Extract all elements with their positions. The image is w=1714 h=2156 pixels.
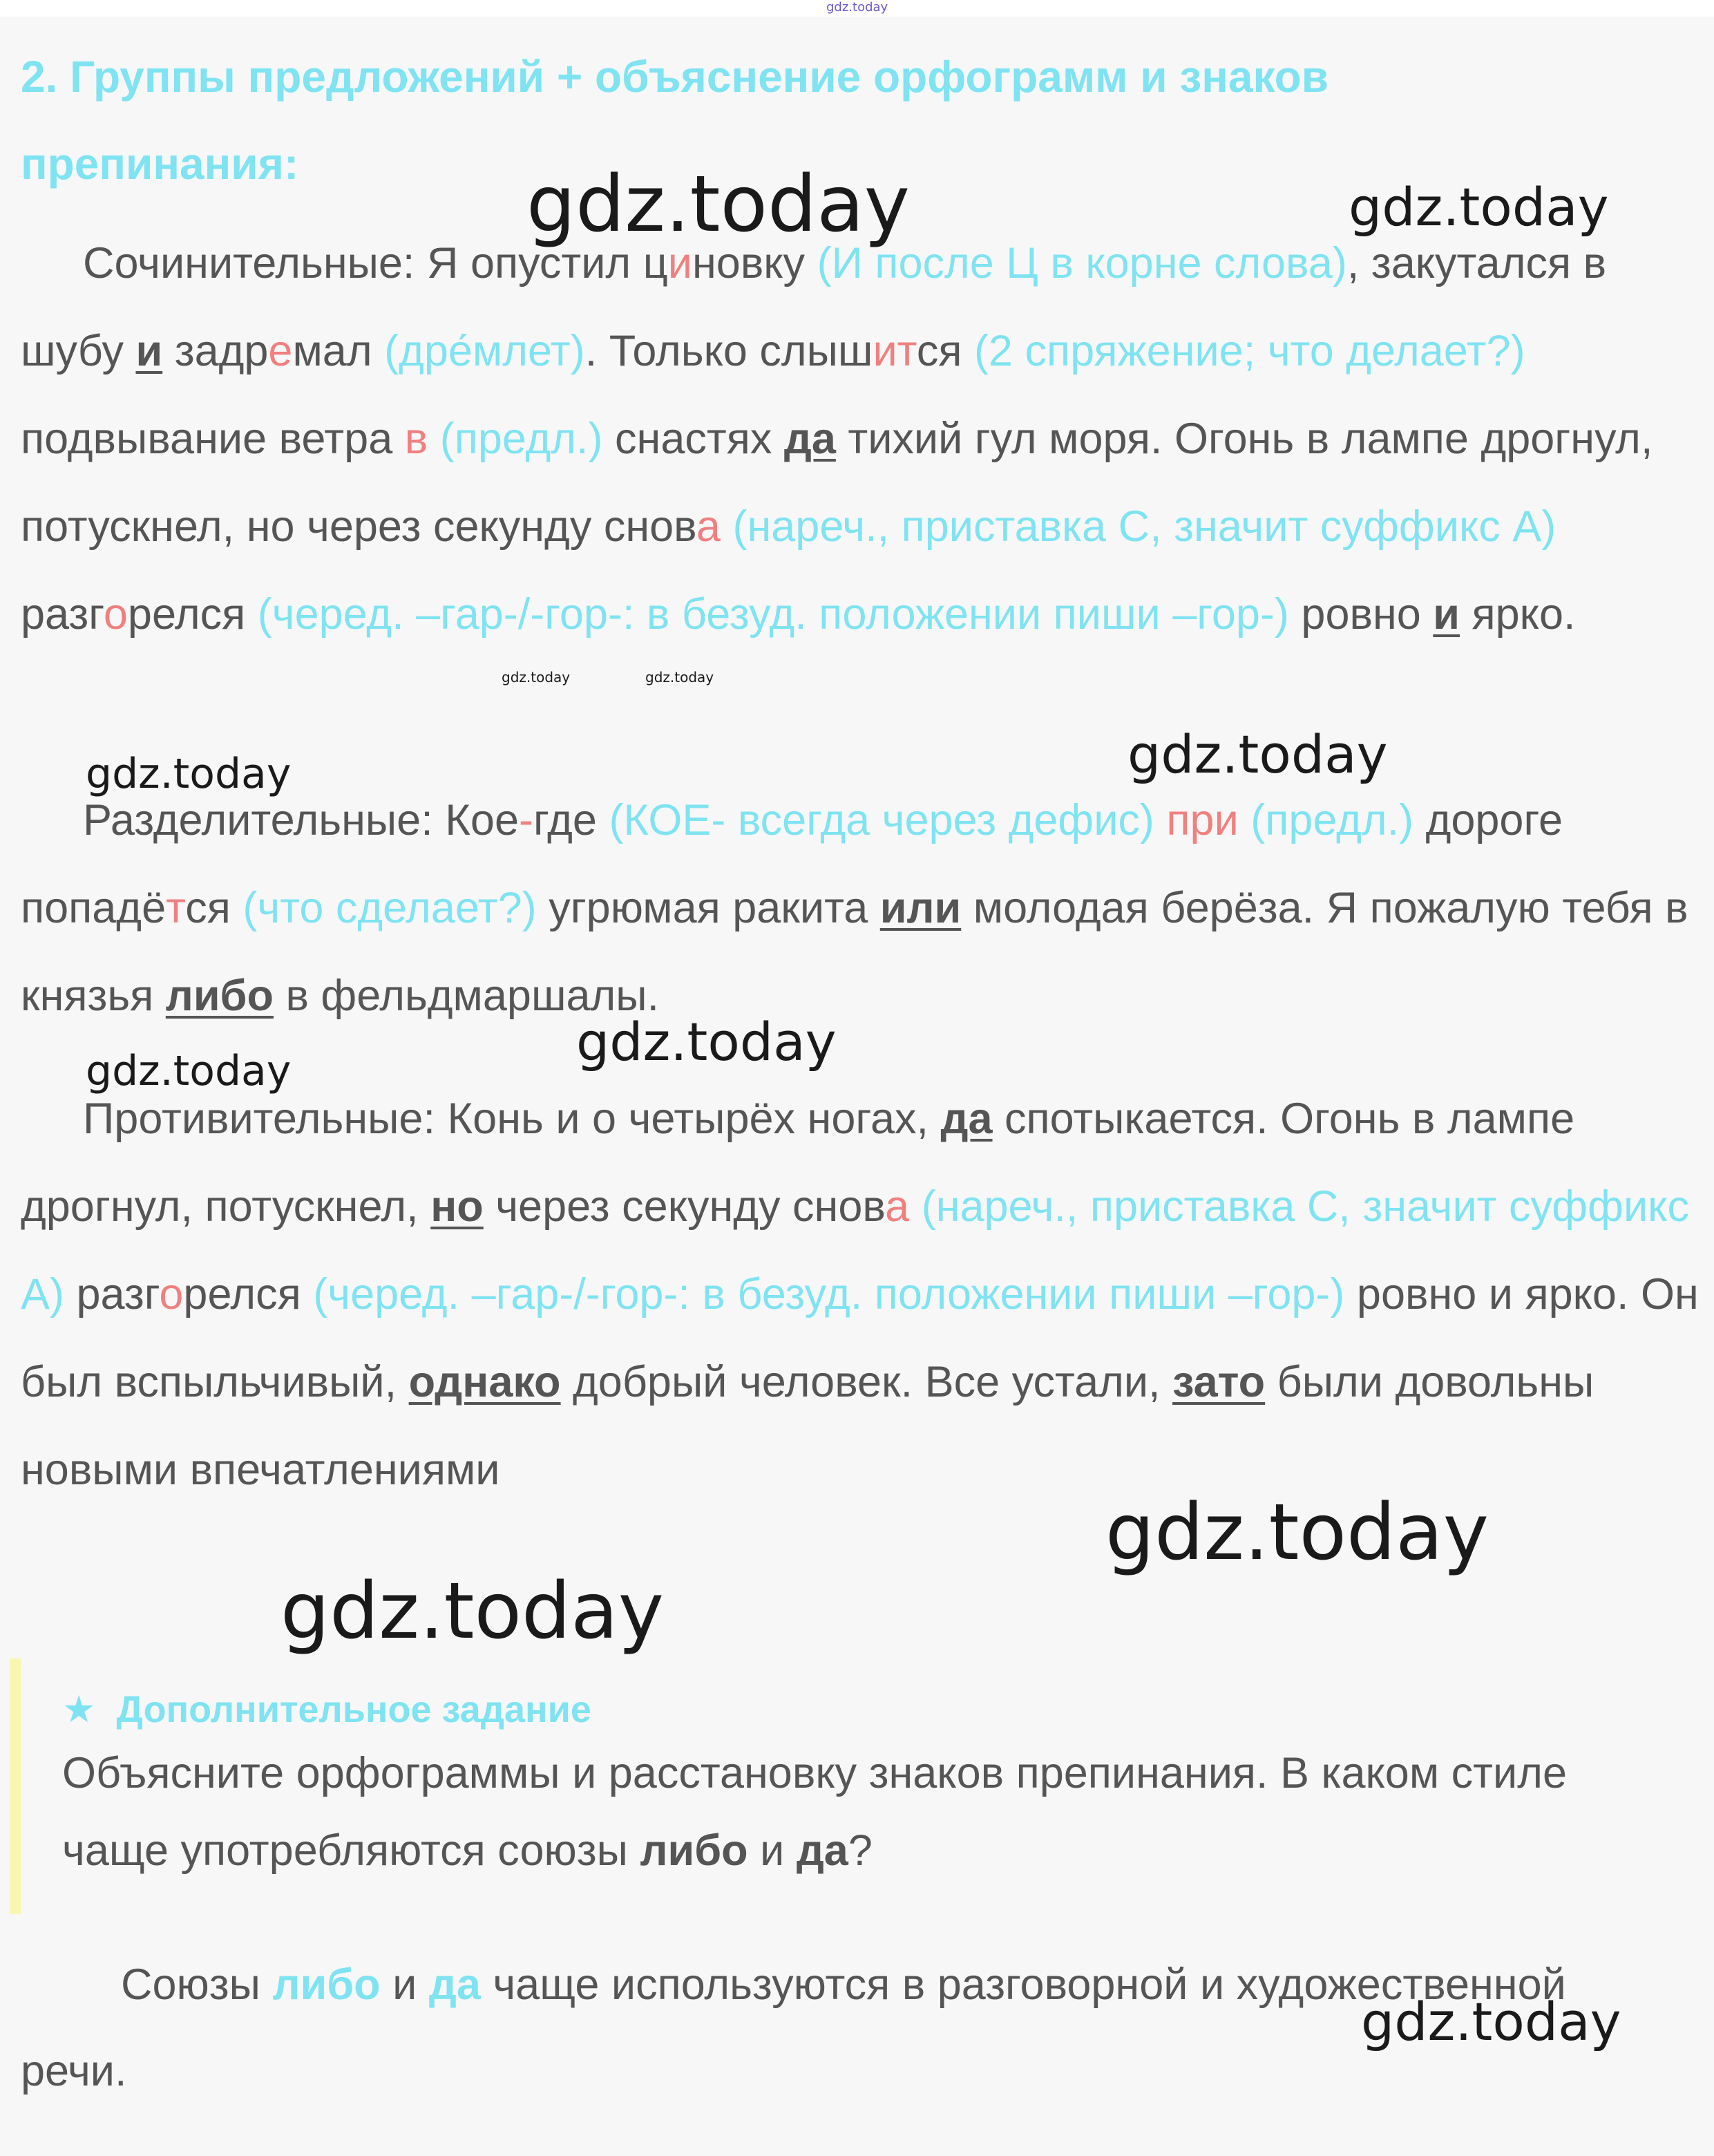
conjunction: но [430,1182,484,1231]
conjunction: или [879,884,962,932]
conjunction: зато [1172,1358,1266,1406]
watermark: gdz.today [502,669,571,685]
text: и [380,1960,429,2009]
text: угрюмая ракита [536,884,880,932]
highlight-letter: при [1166,796,1239,844]
watermark: gdz.today [1105,1488,1489,1578]
text: добрый человек. Все устали, [560,1358,1173,1406]
text: ровно [1288,590,1434,639]
text: Я опустил ц [415,239,668,287]
highlight-letter: и [667,239,692,287]
text: . Только слыш [584,327,873,375]
disjunctive-label: Разделительные: [83,796,433,844]
note: (нареч., приставка С, значит суффикс А) [21,1182,1689,1318]
coordinating-paragraph [21,220,1699,659]
answer-conjunction: да [428,1960,481,2009]
note: (предл.) [439,415,603,463]
text: мал [292,327,385,375]
adversative-paragraph [21,1075,1699,1514]
note: (дре́млет) [384,327,585,375]
text: ? [848,1826,873,1875]
note: (черед. –гар-/-гор-: в безуд. положении пиши –гор-) [257,590,1289,639]
text: в фельдмаршалы. [273,972,660,1020]
text: спотыкается. Огонь в лампе дрогнул, потускнел, [21,1095,1575,1231]
watermark: gdz.today [86,750,292,798]
watermark: gdz.today [526,160,911,249]
watermark: gdz.today [576,1011,837,1072]
bold-word: либо [640,1826,748,1875]
coordinating-label: Сочинительные: [83,239,415,287]
note: (КОЕ- всегда через дефис) [609,796,1154,844]
disjunctive-paragraph [21,777,1699,1040]
text: Объясните орфограммы и расстановку знаков препинания. В каком стиле чаще употребляются союзы [62,1749,1567,1875]
adversative-block [21,1075,1699,1514]
text: где [533,796,609,844]
text [721,502,733,551]
text: Кое [432,796,519,844]
highlight-letter: в [404,415,428,463]
text: и [748,1826,797,1875]
highlight-letter: о [159,1270,184,1318]
answer-conjunction: либо [272,1960,381,2009]
highlight-letter: е [268,327,293,375]
text [909,1182,922,1231]
extra-task-box [10,1658,1706,1914]
text: релся [127,590,258,639]
note: (что сделает?) [242,884,537,932]
text: ся [916,327,974,375]
text: ровно и ярко. Он был вспыльчивый, [21,1270,1699,1406]
highlight-letter: а [696,502,721,551]
highlight-letter: ит [873,327,917,375]
note: (нареч., приставка С, значит суффикс А) [732,502,1556,551]
watermark: gdz.today [1349,176,1609,238]
text: были довольны новыми впечатлениями [21,1358,1594,1494]
note: (предл.) [1250,796,1414,844]
watermark: gdz.today [645,669,714,685]
watermark: gdz.today [1361,1991,1621,2052]
text: ярко. [1460,590,1576,639]
text: Конь и о четырёх ногах, [435,1095,941,1143]
text: дороге попадё [21,796,1563,932]
watermark: gdz.today [1127,724,1388,785]
text [1239,796,1251,844]
text: разг [64,1270,160,1318]
text: , закутался в шубу [21,239,1607,375]
text: снастях [602,415,784,463]
highlight-letter: т [166,884,186,932]
text [428,415,440,463]
text: через секунду снов [483,1182,886,1231]
text: чаще используются в разговорной и художественной речи. [21,1960,1566,2095]
text: разг [21,590,104,639]
text: релся [183,1270,314,1318]
conjunction: и [1433,590,1460,639]
text: подвывание ветра [21,415,405,463]
text: тихий гул моря. Огонь в лампе дрогнул, потускнел, но через секунду снов [21,415,1653,551]
conjunction: да [940,1095,993,1143]
text: новку [692,239,817,287]
section-heading: 2. Группы предложений + объяснение орфограмм и знаков препинания: [21,52,1329,189]
top-watermark: gdz.today [826,0,888,15]
conjunction: и [135,327,163,375]
note: (2 спряжение; что делает?) [973,327,1525,375]
text [1154,796,1167,844]
adversative-label: Противительные: [83,1095,435,1143]
extra-task-title-text: Дополнительное задание [116,1689,591,1730]
conjunction: однако [408,1358,561,1406]
star-icon: ★ [62,1689,96,1730]
conjunction: да [783,415,836,463]
text: ся [185,884,243,932]
extra-task-text [62,1734,1617,1889]
note: (И после Ц в корне слова) [817,239,1347,287]
highlight-letter: а [885,1182,910,1231]
coordinating-block [21,220,1699,659]
conjunction: либо [165,972,274,1020]
highlight-letter: - [519,796,533,844]
watermark: gdz.today [86,1047,292,1095]
watermark: gdz.today [280,1567,665,1656]
extra-task-title [62,1687,591,1731]
text: Союзы [121,1960,273,2009]
bold-word: да [796,1826,848,1875]
text: молодая берёза. Я пожалую тебя в князья [21,884,1688,1020]
text: задр [162,327,269,375]
note: (черед. –гар-/-гор-: в безуд. положении пиши –гор-) [313,1270,1345,1318]
highlight-letter: о [103,590,128,639]
disjunctive-block [21,777,1699,1040]
